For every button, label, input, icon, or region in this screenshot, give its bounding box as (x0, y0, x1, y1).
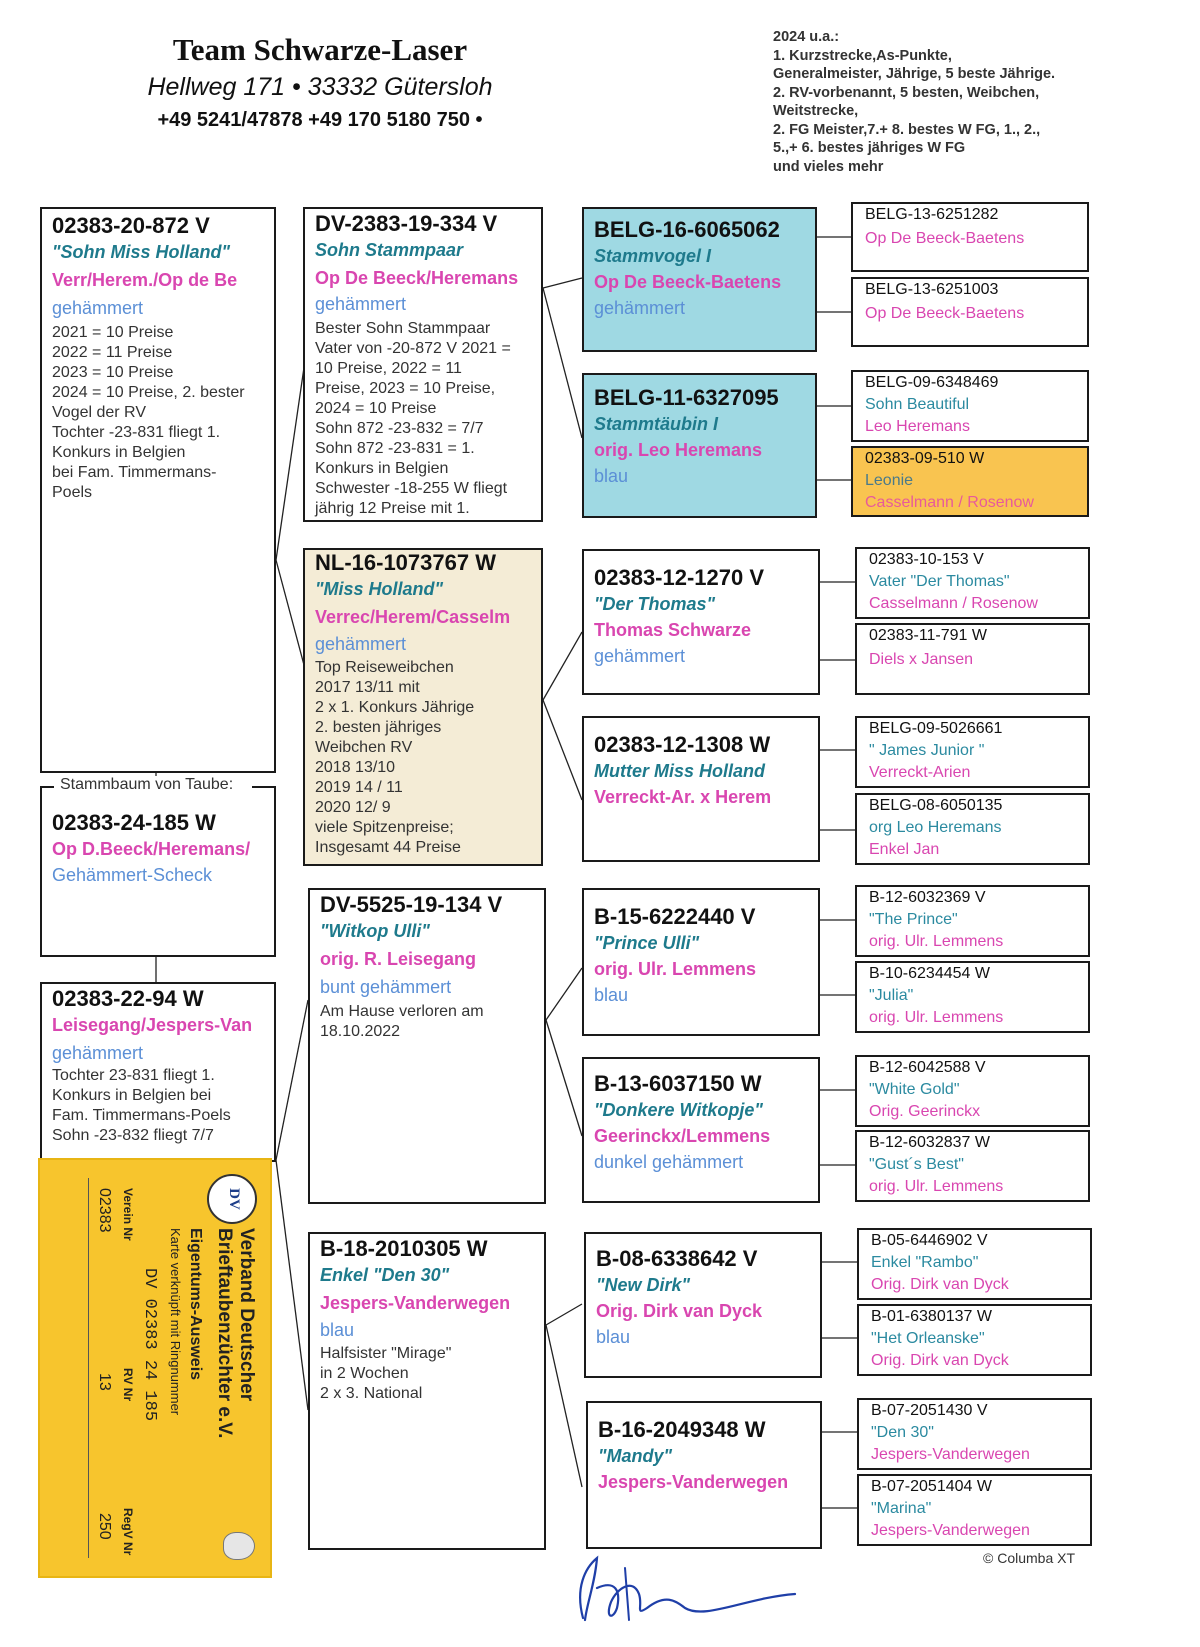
gen4-breeder: orig. Ulr. Lemmens (869, 933, 1004, 950)
gen3-breeder: Op De Beeck-Baetens (594, 272, 782, 292)
gen3-box-8 (586, 1401, 822, 1549)
gen2-name: Sohn Stammpaar (315, 240, 464, 260)
dam-box (40, 982, 276, 1162)
gen4-ring: 02383-10-153 V (869, 551, 984, 568)
note-line: Vater von -20-872 V 2021 = (315, 340, 511, 357)
sire-breeder: Verr/Herem./Op de Be (52, 270, 238, 290)
subject-box-top-right (252, 786, 276, 788)
subject-caption: Stammbaum von Taube: (56, 776, 237, 794)
gen4-breeder: orig. Ulr. Lemmens (869, 1009, 1004, 1026)
note-line: 2024 = 10 Preise (315, 400, 437, 417)
gen4-box-1 (851, 202, 1089, 272)
gen4-ring: B-01-6380137 W (871, 1308, 992, 1325)
gen4-breeder: orig. Ulr. Lemmens (869, 1178, 1004, 1195)
gen2-name: Enkel "Den 30" (320, 1265, 450, 1285)
note-line: in 2 Wochen (320, 1365, 409, 1382)
gen4-ring: BELG-09-6348469 (865, 374, 999, 391)
note-line: Konkurs in Belgien (315, 460, 449, 477)
gen3-ring: 02383-12-1270 V (594, 565, 765, 590)
gen3-breeder: Orig. Dirk van Dyck (596, 1301, 763, 1321)
gen3-breeder: orig. Leo Heremans (594, 440, 763, 460)
sire-notes (52, 323, 264, 503)
gen4-breeder: Verreckt-Arien (869, 764, 971, 781)
card-org-line-1: Verband Deutscher (236, 1228, 257, 1402)
subject-box (40, 776, 276, 957)
gen3-box-4 (582, 716, 820, 862)
note-line: Konkurs in Belgien (52, 444, 186, 461)
gen3-ring: 02383-12-1308 W (594, 732, 771, 757)
gen4-name: "Marina" (871, 1500, 932, 1517)
card-logo-icon: DV (207, 1174, 257, 1224)
gen4-name: org Leo Heremans (869, 819, 1002, 836)
gen3-color: gehämmert (594, 298, 686, 318)
gen3-ring: B-16-2049348 W (598, 1417, 766, 1442)
gen4-name: Sohn Beautiful (865, 396, 970, 413)
gen4-ring: B-12-6032837 W (869, 1134, 990, 1151)
note-line: Konkurs in Belgien bei (52, 1087, 212, 1104)
gen2-ring: B-18-2010305 W (320, 1236, 488, 1261)
gen2-breeder: Jespers-Vanderwegen (320, 1293, 511, 1313)
gen2-box-4 (308, 1232, 546, 1550)
gen4-box-11 (855, 1055, 1090, 1127)
gen4-name: "The Prince" (869, 911, 958, 928)
gen4-name: Enkel "Rambo" (871, 1254, 979, 1271)
note-line: 2 x 1. Konkurs Jährige (315, 699, 475, 716)
gen2-notes (320, 1344, 534, 1404)
gen4-box-4 (851, 446, 1089, 517)
gen4-breeder: Orig. Dirk van Dyck (871, 1276, 1009, 1293)
note-line: Tochter -23-831 fliegt 1. (52, 424, 221, 441)
note-line: Poels (52, 484, 93, 501)
gen4-name: Vater "Der Thomas" (869, 573, 1010, 590)
card-rv-value: 13 (96, 1373, 113, 1391)
sire-ring: 02383-20-872 V (52, 213, 210, 238)
gen2-ring: DV-2383-19-334 V (315, 211, 498, 236)
note-line: 2. besten jähriges (315, 719, 442, 736)
card-divider (88, 1178, 89, 1558)
gen2-box-1 (303, 207, 543, 522)
gen2-notes (315, 658, 531, 858)
team-phone: +49 5241/47878 +49 170 5180 750 • (157, 109, 483, 131)
card-subtitle: Karte verknüpft mit Ringnummer (168, 1228, 183, 1416)
card-title: Eigentums-Ausweis (187, 1228, 204, 1381)
note-line: 2019 14 / 11 (315, 779, 403, 796)
gen3-name: Stammvogel I (594, 246, 712, 266)
gen4-box-12 (855, 1130, 1090, 1202)
sire-name: "Sohn Miss Holland" (52, 242, 231, 262)
gen2-box-2 (303, 548, 543, 866)
note-line: Weibchen RV (315, 739, 413, 756)
gen4-box-6 (855, 623, 1090, 695)
gen2-breeder: Op De Beeck/Heremans (315, 268, 519, 288)
achievement-line: Weitstrecke, (773, 103, 859, 119)
gen3-name: Stammtäubin I (594, 414, 719, 434)
card-org-line-2: Brieftaubenzüchter e.V. (214, 1228, 235, 1439)
note-line: Sohn 872 -23-831 = 1. (315, 440, 475, 457)
gen4-box-7 (855, 716, 1090, 788)
note-line: Am Hause verloren am (320, 1003, 484, 1020)
gen3-breeder: Geerinckx/Lemmens (594, 1126, 771, 1146)
note-line: 2024 = 10 Preise, 2. bester (52, 384, 245, 401)
note-line: Tochter 23-831 fliegt 1. (52, 1067, 215, 1084)
gen4-ring: 02383-11-791 W (869, 627, 987, 644)
gen4-box-14 (857, 1304, 1092, 1376)
achievement-line: und vieles mehr (773, 158, 884, 175)
gen4-ring: B-10-6234454 W (869, 965, 990, 982)
note-line: 2023 = 10 Preise (52, 364, 174, 381)
gen2-color: blau (320, 1320, 355, 1340)
gen3-name: "Der Thomas" (594, 594, 716, 614)
gen2-box-3 (308, 888, 546, 1204)
gen3-breeder: orig. Ulr. Lemmens (594, 959, 757, 979)
gen2-breeder: orig. R. Leisegang (320, 949, 477, 969)
note-line: Fam. Timmermans-Poels (52, 1107, 231, 1124)
subject-box-top-left (40, 786, 54, 788)
note-line: 2020 12/ 9 (315, 799, 391, 816)
ownership-card (38, 1158, 272, 1578)
gen2-ring: NL-16-1073767 W (315, 550, 496, 575)
gen3-breeder: Jespers-Vanderwegen (598, 1472, 789, 1492)
gen3-name: "Donkere Witkopje" (594, 1100, 763, 1120)
team-title: Team Schwarze-Laser (172, 32, 468, 67)
gen4-box-8 (855, 793, 1090, 865)
note-line: 2 x 3. National (320, 1385, 423, 1402)
copyright: © Columba XT (983, 1550, 1076, 1566)
gen3-ring: BELG-11-6327095 (594, 385, 779, 410)
gen3-box-6 (582, 1057, 820, 1203)
gen3-name: "Prince Ulli" (594, 933, 700, 953)
gen4-ring: B-05-6446902 V (871, 1232, 988, 1249)
note-line: bei Fam. Timmermans- (52, 464, 217, 481)
gen3-breeder: Verreckt-Ar. x Herem (594, 787, 772, 807)
note-line: 2022 = 11 Preise (52, 344, 173, 361)
note-line: 10 Preise, 2022 = 11 (315, 360, 462, 377)
gen4-ring: B-12-6042588 V (869, 1059, 986, 1076)
gen4-name: "Julia" (869, 987, 914, 1004)
gen4-breeder: Jespers-Vanderwegen (871, 1522, 1030, 1539)
gen4-ring: B-07-2051430 V (871, 1402, 988, 1419)
card-verein-label: Verein Nr (121, 1188, 135, 1241)
note-line: viele Spitzenpreise; (315, 819, 454, 836)
gen3-box-5 (582, 888, 820, 1036)
gen4-breeder: Casselmann / Rosenow (865, 494, 1034, 511)
sire-box (40, 207, 276, 773)
gen3-color: gehämmert (594, 646, 686, 666)
gen4-breeder: Casselmann / Rosenow (869, 595, 1038, 612)
gen3-box-7 (584, 1232, 822, 1378)
signature (555, 1528, 825, 1628)
gen2-color: bunt gehämmert (320, 977, 452, 997)
gen4-name: "Het Orleanske" (871, 1330, 985, 1347)
note-line: Insgesamt 44 Preise (315, 839, 461, 856)
gen4-breeder: Jespers-Vanderwegen (871, 1446, 1030, 1463)
gen4-breeder: Orig. Geerinckx (869, 1103, 981, 1120)
gen4-breeder: Enkel Jan (869, 841, 940, 858)
gen4-box-15 (857, 1398, 1092, 1470)
gen4-name: "White Gold" (869, 1081, 960, 1098)
achievement-line: Generalmeister, Jährige, 5 beste Jährige. (773, 66, 1056, 82)
gen2-name: "Miss Holland" (315, 579, 444, 599)
dam-notes (52, 1066, 264, 1146)
gen4-breeder: Leo Heremans (865, 418, 970, 435)
gen3-color: blau (596, 1327, 631, 1347)
gen4-ring: B-12-6032369 V (869, 889, 986, 906)
gen3-box-1 (582, 207, 817, 352)
subject-color: Gehämmert-Scheck (52, 865, 213, 885)
ownership-card-content (47, 1168, 263, 1568)
note-line: Sohn 872 -23-832 = 7/7 (315, 420, 484, 437)
gen4-ring: 02383-09-510 W (865, 450, 985, 467)
note-line: jährig 12 Preise mit 1. (315, 500, 470, 517)
gen3-ring: B-13-6037150 W (594, 1071, 762, 1096)
note-line: 2017 13/11 mit (315, 679, 420, 696)
subject-ring: 02383-24-185 W (52, 810, 216, 835)
gen4-breeder: Diels x Jansen (869, 651, 974, 668)
gen4-breeder: Op De Beeck-Baetens (865, 230, 1025, 247)
note-line: Preise, 2023 = 10 Preise, (315, 380, 496, 397)
gen2-ring: DV-5525-19-134 V (320, 892, 503, 917)
gen3-color: dunkel gehämmert (594, 1152, 744, 1172)
gen4-ring: BELG-08-6050135 (869, 797, 1003, 814)
gen3-color: blau (594, 985, 629, 1005)
achievement-line: 5.,+ 6. bestes jähriges W FG (773, 140, 966, 156)
gen2-color: gehämmert (315, 634, 407, 654)
gen2-notes (315, 319, 531, 519)
gen3-name: "New Dirk" (596, 1275, 691, 1295)
dam-ring: 02383-22-94 W (52, 986, 204, 1011)
note-line: 2018 13/10 (315, 759, 396, 776)
gen4-box-10 (855, 961, 1090, 1033)
gen4-name: " James Junior " (869, 742, 985, 759)
gen2-breeder: Verrec/Herem/Casselm (315, 607, 511, 627)
team-address: Hellweg 171 • 33332 Gütersloh (147, 73, 493, 101)
note-line: Halfsister "Mirage" (320, 1345, 452, 1362)
note-line: Top Reiseweibchen (315, 659, 454, 676)
gen4-box-13 (857, 1228, 1092, 1300)
gen3-box-3 (582, 549, 820, 695)
gen4-breeder: Op De Beeck-Baetens (865, 305, 1025, 322)
card-regv-label: RegV Nr (121, 1508, 135, 1556)
gen2-color: gehämmert (315, 294, 407, 314)
gen4-name: "Den 30" (871, 1424, 934, 1441)
gen4-name: Leonie (865, 472, 914, 489)
gen2-name: "Witkop Ulli" (320, 921, 430, 941)
card-verein-value: 02383 (96, 1188, 113, 1233)
gen4-ring: BELG-13-6251282 (865, 206, 999, 223)
gen3-box-2 (582, 373, 817, 518)
gen3-name: Mutter Miss Holland (594, 761, 766, 781)
note-line: Vogel der RV (52, 404, 146, 421)
card-ring-number: DV 02383 24 185 (140, 1268, 159, 1422)
note-line: Sohn -23-832 fliegt 7/7 (52, 1127, 214, 1144)
gen4-box-16 (857, 1474, 1092, 1546)
subject-breeder: Op D.Beeck/Heremans/ (52, 839, 251, 859)
gen4-box-3 (851, 370, 1089, 442)
gen3-ring: B-15-6222440 V (594, 904, 756, 929)
gen3-name: "Mandy" (598, 1446, 673, 1466)
dam-breeder: Leisegang/Jespers-Van (52, 1015, 253, 1035)
note-line: Bester Sohn Stammpaar (315, 320, 491, 337)
sire-color: gehämmert (52, 298, 144, 318)
gen4-ring: BELG-09-5026661 (869, 720, 1003, 737)
gen3-ring: BELG-16-6065062 (594, 217, 780, 242)
gen4-box-5 (855, 547, 1090, 619)
note-line: Schwester -18-255 W fliegt (315, 480, 508, 497)
achievement-line: 1. Kurzstrecke,As-Punkte, (773, 47, 952, 64)
gen4-box-2 (851, 277, 1089, 347)
note-line: 2021 = 10 Preise (52, 324, 174, 341)
gen3-color: blau (594, 466, 629, 486)
achievement-line: 2. FG Meister,7.+ 8. bestes W FG, 1., 2., (773, 121, 1041, 138)
gen4-box-9 (855, 885, 1090, 957)
achievement-line: 2. RV-vorbenannt, 5 besten, Weibchen, (773, 84, 1040, 101)
card-rv-label: RV Nr (121, 1368, 135, 1402)
gen4-ring: B-07-2051404 W (871, 1478, 992, 1495)
gen2-notes (320, 1002, 534, 1042)
gen4-ring: BELG-13-6251003 (865, 281, 999, 298)
card-seal-icon (223, 1532, 255, 1560)
achievement-line: 2024 u.a.: (773, 29, 840, 45)
gen4-name: "Gust´s Best" (869, 1156, 964, 1173)
gen3-breeder: Thomas Schwarze (594, 620, 752, 640)
note-line: 18.10.2022 (320, 1023, 401, 1040)
card-regv-value: 250 (96, 1513, 113, 1540)
dam-color: gehämmert (52, 1043, 144, 1063)
gen4-breeder: Orig. Dirk van Dyck (871, 1352, 1009, 1369)
gen3-ring: B-08-6338642 V (596, 1246, 758, 1271)
